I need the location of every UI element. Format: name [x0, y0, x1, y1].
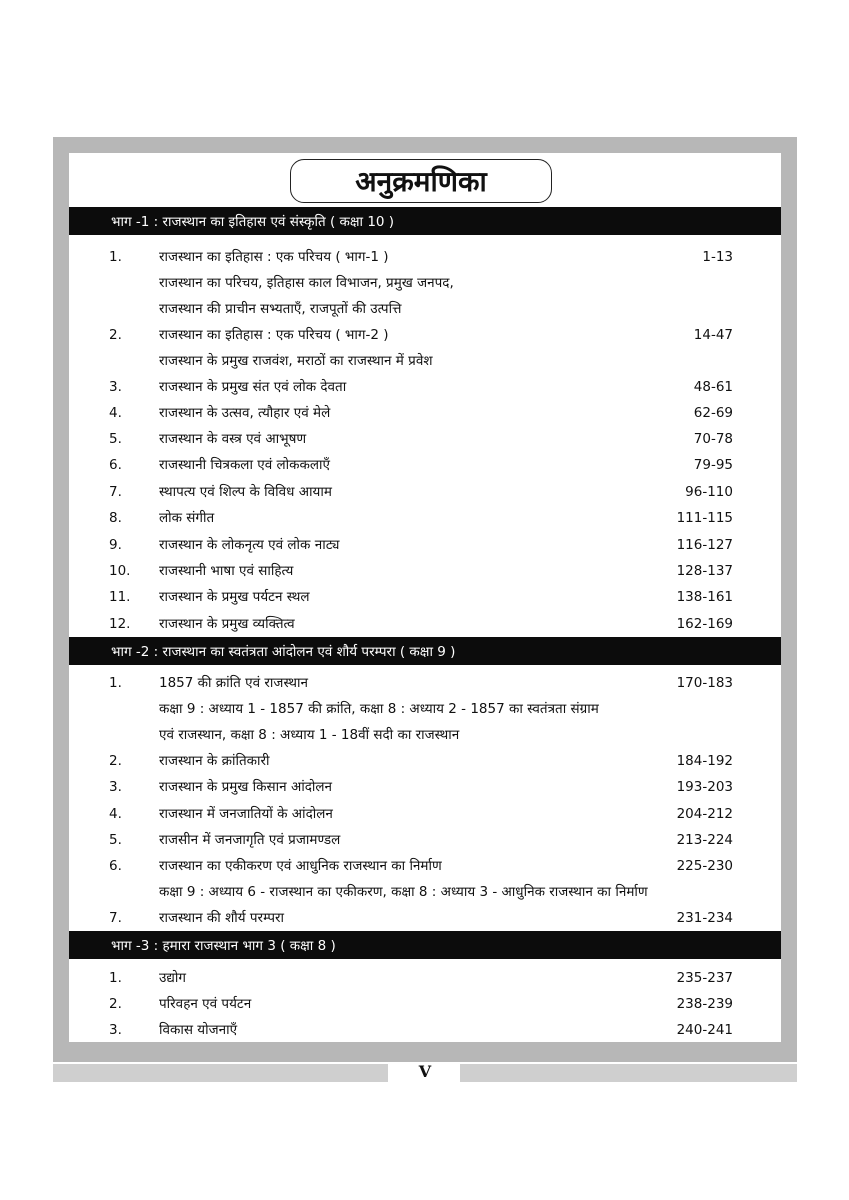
entry-title: लोक संगीत	[159, 510, 215, 526]
toc-entry[interactable]	[69, 671, 781, 695]
entry-subtopics: कक्षा 9 : अध्याय 6 - राजस्थान का एकीकरण, कक्षा 8 : अध्याय 3 - आधुनिक राजस्थान का निर्माण	[159, 884, 648, 900]
entry-number: 3.	[109, 779, 122, 795]
toc-entry[interactable]	[69, 992, 781, 1016]
entry-pages: 193-203	[676, 779, 733, 795]
entry-pages: 213-224	[676, 832, 733, 848]
footer-bar-right	[460, 1064, 797, 1082]
section-header-part-1: भाग -1 : राजस्थान का इतिहास एवं संस्कृति ( कक्षा 10 )	[69, 207, 781, 235]
entry-title: 1857 की क्रांति एवं राजस्थान	[159, 675, 309, 691]
entry-title: राजस्थान के लोकनृत्य एवं लोक नाट्य	[159, 537, 340, 553]
entry-number: 4.	[109, 405, 122, 421]
entry-number: 2.	[109, 753, 122, 769]
entry-title: स्थापत्य एवं शिल्प के विविध आयाम	[159, 484, 332, 500]
entry-title: राजस्थान में जनजातियों के आंदोलन	[159, 806, 333, 822]
toc-entry[interactable]	[69, 775, 781, 799]
entry-title: राजस्थान के उत्सव, त्यौहार एवं मेले	[159, 405, 331, 421]
entry-pages: 70-78	[693, 431, 733, 447]
entry-title: विकास योजनाएँ	[159, 1022, 238, 1038]
entry-title: राजस्थान का इतिहास : एक परिचय ( भाग-2 )	[159, 327, 389, 343]
entry-pages: 184-192	[676, 753, 733, 769]
entry-title: राजस्थान का इतिहास : एक परिचय ( भाग-1 )	[159, 249, 389, 265]
toc-entry[interactable]	[69, 480, 781, 504]
entry-title: राजसीन में जनजागृति एवं प्रजामण्डल	[159, 832, 341, 848]
entry-pages: 128-137	[676, 563, 733, 579]
section-header-part-2: भाग -2 : राजस्थान का स्वतंत्रता आंदोलन एवं शौर्य परम्परा ( कक्षा 9 )	[69, 637, 781, 665]
toc-entry[interactable]	[69, 906, 781, 930]
entry-title: राजस्थान का एकीकरण एवं आधुनिक राजस्थान का निर्माण	[159, 858, 442, 874]
entry-number: 6.	[109, 858, 122, 874]
page-number: V	[418, 1062, 432, 1081]
entry-pages: 14-47	[693, 327, 733, 343]
entry-number: 9.	[109, 537, 122, 553]
entry-pages: 235-237	[676, 970, 733, 986]
entry-title: परिवहन एवं पर्यटन	[159, 996, 252, 1012]
entry-pages: 231-234	[676, 910, 733, 926]
entry-subtopics: कक्षा 9 : अध्याय 1 - 1857 की क्रांति, कक्षा 8 : अध्याय 2 - 1857 का स्वतंत्रता संग्राम	[159, 701, 599, 717]
entry-number: 10.	[109, 563, 131, 579]
entry-title: राजस्थानी भाषा एवं साहित्य	[159, 563, 294, 579]
toc-entry[interactable]	[69, 506, 781, 530]
entry-pages: 162-169	[676, 616, 733, 632]
entry-subtopics: एवं राजस्थान, कक्षा 8 : अध्याय 1 - 18वीं सदी का राजस्थान	[159, 727, 460, 743]
entry-pages: 79-95	[693, 457, 733, 473]
entry-subtopics: राजस्थान का परिचय, इतिहास काल विभाजन, प्रमुख जनपद,	[159, 275, 454, 291]
footer-bar-left	[53, 1064, 388, 1082]
entry-pages: 138-161	[676, 589, 733, 605]
entry-pages: 1-13	[702, 249, 733, 265]
entry-pages: 116-127	[676, 537, 733, 553]
entry-title: राजस्थानी चित्रकला एवं लोककलाएँ	[159, 457, 331, 473]
toc-entry[interactable]	[69, 533, 781, 557]
toc-entry[interactable]	[69, 854, 781, 878]
toc-entry[interactable]	[69, 585, 781, 609]
entry-number: 1.	[109, 675, 122, 691]
entry-number: 3.	[109, 379, 122, 395]
section-header-part-3: भाग -3 : हमारा राजस्थान भाग 3 ( कक्षा 8 )	[69, 931, 781, 959]
toc-entry[interactable]	[69, 559, 781, 583]
entry-number: 1.	[109, 249, 122, 265]
entry-number: 7.	[109, 484, 122, 500]
entry-number: 8.	[109, 510, 122, 526]
page-title: अनुक्रमणिका	[290, 159, 552, 203]
entry-number: 7.	[109, 910, 122, 926]
toc-entry[interactable]	[69, 966, 781, 990]
toc-entry[interactable]	[69, 749, 781, 773]
entry-title: उद्योग	[159, 970, 186, 986]
entry-title: राजस्थान के क्रांतिकारी	[159, 753, 270, 769]
entry-title: राजस्थान के प्रमुख पर्यटन स्थल	[159, 589, 310, 605]
entry-pages: 204-212	[676, 806, 733, 822]
entry-number: 11.	[109, 589, 131, 605]
entry-title: राजस्थान के प्रमुख व्यक्तित्व	[159, 616, 295, 632]
entry-title: राजस्थान की शौर्य परम्परा	[159, 910, 285, 926]
toc-entry[interactable]	[69, 427, 781, 451]
entry-pages: 96-110	[685, 484, 733, 500]
entry-pages: 240-241	[676, 1022, 733, 1038]
entry-pages: 238-239	[676, 996, 733, 1012]
entry-title: राजस्थान के प्रमुख संत एवं लोक देवता	[159, 379, 347, 395]
toc-entry[interactable]	[69, 245, 781, 269]
entry-number: 4.	[109, 806, 122, 822]
toc-entry[interactable]	[69, 612, 781, 636]
entry-pages: 62-69	[693, 405, 733, 421]
entry-title: राजस्थान के वस्त्र एवं आभूषण	[159, 431, 307, 447]
entry-number: 3.	[109, 1022, 122, 1038]
entry-pages: 48-61	[693, 379, 733, 395]
entry-number: 6.	[109, 457, 122, 473]
toc-entry[interactable]	[69, 401, 781, 425]
toc-entry[interactable]	[69, 323, 781, 347]
entry-subtopics: राजस्थान के प्रमुख राजवंश, मराठों का राजस्थान में प्रवेश	[159, 353, 433, 369]
toc-entry[interactable]	[69, 802, 781, 826]
entry-pages: 111-115	[676, 510, 733, 526]
toc-entry[interactable]	[69, 375, 781, 399]
entry-number: 5.	[109, 832, 122, 848]
entry-number: 1.	[109, 970, 122, 986]
entry-number: 2.	[109, 996, 122, 1012]
entry-pages: 170-183	[676, 675, 733, 691]
toc-entry[interactable]	[69, 453, 781, 477]
entry-number: 12.	[109, 616, 131, 632]
entry-subtopics: राजस्थान की प्राचीन सभ्यताएँ, राजपूतों की उत्पत्ति	[159, 301, 402, 317]
toc-entry[interactable]	[69, 1018, 781, 1042]
toc-entry[interactable]	[69, 828, 781, 852]
entry-number: 2.	[109, 327, 122, 343]
entry-pages: 225-230	[676, 858, 733, 874]
entry-number: 5.	[109, 431, 122, 447]
entry-title: राजस्थान के प्रमुख किसान आंदोलन	[159, 779, 333, 795]
